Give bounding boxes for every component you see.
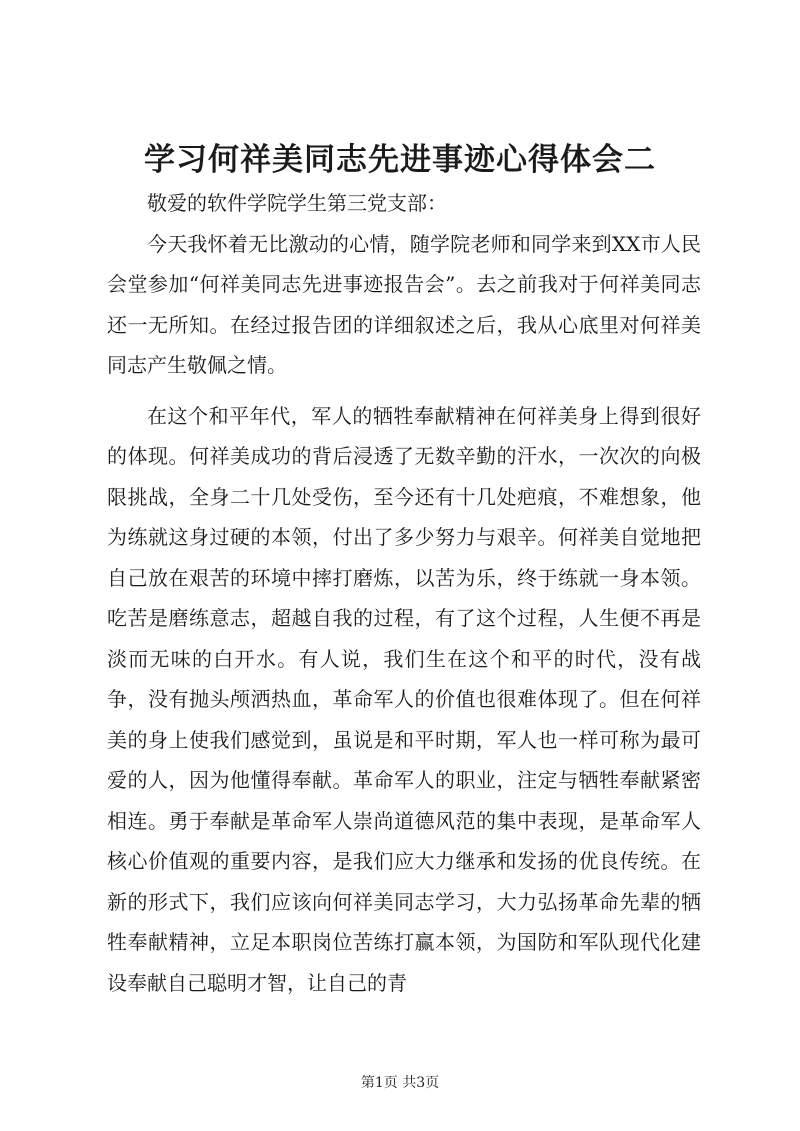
page-number-footer: 第1页 共3页 [360, 1075, 440, 1091]
paragraph-2: 在这个和平年代，军人的牺牲奉献精神在何祥美身上得到很好的体现。何祥美成功的背后浸透了无数辛勤的汗水，一次次的向极限挑战，全身二十几处受伤，至今还有十几处疤痕，不难想象，他为练就这身过硬的本领，付出了多少努力与艰辛。何祥美自觉地把自己放在艰苦的环境中摔打磨炼，以苦为乐，终于练就一身本领。吃苦是磨练意志，超越自我的过程，有了这个过程，人生便不再是淡而无味的白开水。有人说，我们生在这个和平的时代，没有战争，没有抛头颅洒热血，革命军人的价值也很难体现了。但在何祥美的身上使我们感觉到，虽说是和平时期，军人也一样可称为最可爱的人，因为他懂得奉献。革命军人的职业，注定与牺牲奉献紧密相连。勇于奉献是革命军人崇尚道德风范的集中表现，是革命军人核心价值观的重要内容，是我们应大力继承和发扬的优良传统。在新的形式下，我们应该向何祥美同志学习，大力弘扬革命先辈的牺牲奉献精神，立足本职岗位苦练打赢本领，为国防和军队现代化建设奉献自己聪明才智，让自己的青 [107, 403, 701, 995]
salutation: 敬爱的软件学院学生第三党支部： [147, 191, 447, 215]
document-body [107, 183, 701, 1003]
paragraph-1: 今天我怀着无比激动的心情，随学院老师和同学来到XX市人民会堂参加“何祥美同志先进事迹报告会”。去之前我对于何祥美同志还一无所知。在经过报告团的详细叙述之后，我从心底里对何祥美同志产生敬佩之情。 [107, 231, 701, 377]
page-title: 学习何祥美同志先进事迹心得体会二 [144, 142, 656, 178]
